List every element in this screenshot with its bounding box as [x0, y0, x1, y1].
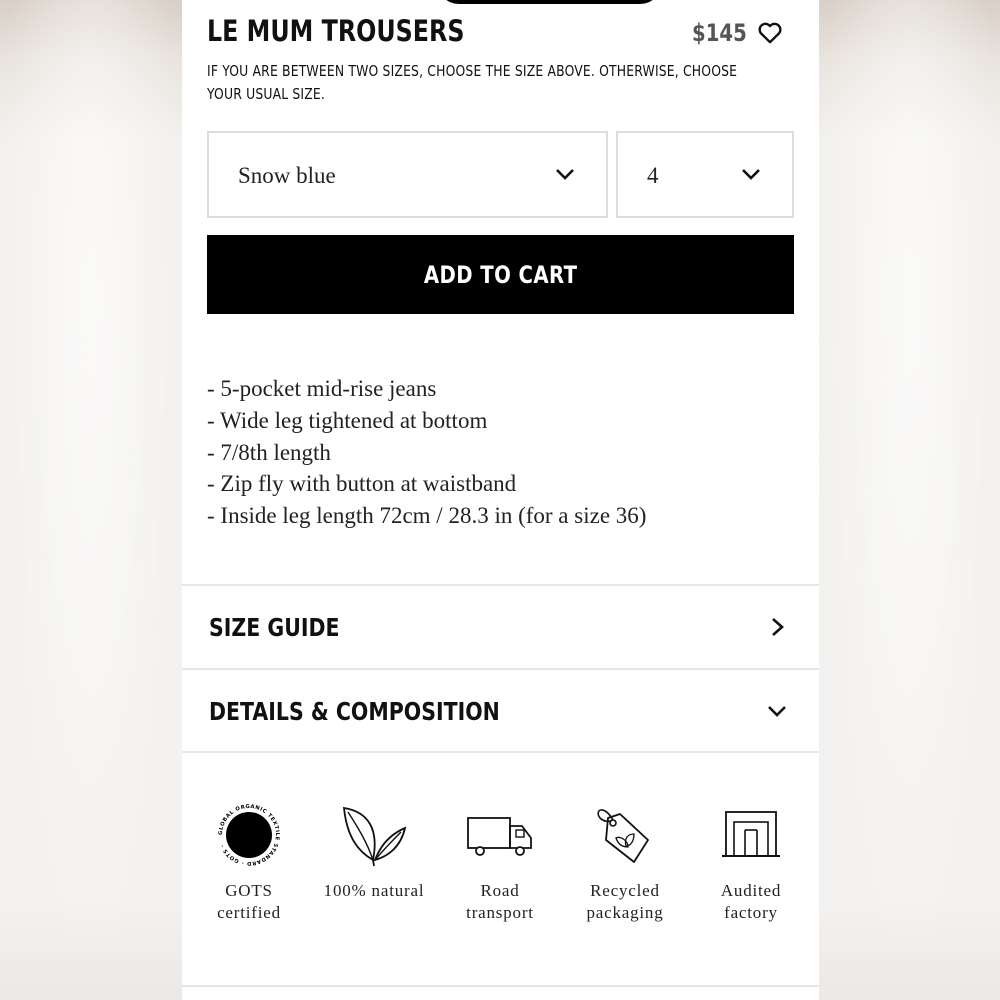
details-composition-label: DETAILS & COMPOSITION [209, 697, 500, 726]
badge-natural-caption: 100% natural [323, 881, 425, 900]
add-to-cart-button[interactable] [207, 235, 794, 314]
list-item: - Inside leg length 72cm / 28.3 in (for a size 36) [207, 503, 647, 529]
heart-icon[interactable] [757, 20, 783, 46]
badge-road [440, 800, 560, 924]
list-item: - 7/8th length [207, 439, 331, 465]
product-price: $145 [692, 19, 747, 47]
sizing-note: IF YOU ARE BETWEEN TWO SIZES, CHOOSE THE SIZE ABOVE. OTHERWISE, CHOOSE YOUR USUAL SIZE. [207, 62, 738, 103]
divider [182, 751, 819, 753]
size-guide-label: SIZE GUIDE [209, 613, 340, 642]
size-select-value: 4 [647, 163, 659, 188]
product-title: LE MUM TROUSERS [207, 14, 465, 48]
product-page [182, 0, 819, 1000]
badge-natural [314, 800, 434, 902]
phone-notch [437, 0, 662, 4]
gots-seal-icon [214, 800, 284, 870]
list-item: - Zip fly with button at waistband [207, 471, 517, 497]
chevron-right-icon [767, 617, 787, 637]
details-composition-row[interactable] [182, 670, 819, 752]
size-guide-row[interactable] [182, 586, 819, 668]
background-right [819, 0, 1000, 1000]
list-item: - 5-pocket mid-rise jeans [207, 376, 437, 401]
badge-gots [189, 800, 309, 924]
divider [182, 985, 819, 987]
feature-list [207, 373, 646, 532]
chevron-down-icon [740, 166, 762, 182]
badge-road-caption: Road transport [466, 881, 534, 922]
chevron-down-icon [767, 701, 787, 721]
leaves-icon [339, 800, 409, 870]
factory-icon [716, 800, 786, 870]
list-item: - Wide leg tightened at bottom [207, 407, 488, 433]
background-left [0, 0, 182, 1000]
badge-recycled-caption: Recycled packaging [586, 881, 664, 922]
badge-factory [691, 800, 811, 924]
color-select[interactable] [207, 131, 608, 218]
size-select[interactable] [616, 131, 794, 218]
chevron-down-icon [554, 166, 576, 182]
add-to-cart-label: ADD TO CART [423, 260, 578, 289]
badge-factory-caption: Audited factory [720, 881, 782, 922]
badge-recycled [565, 800, 685, 924]
truck-icon [465, 800, 535, 870]
color-select-value: Snow blue [238, 163, 336, 188]
gots-seal-text: GLOBAL ORGANIC TEXTILE STANDARD · GOTS · [217, 803, 281, 867]
tag-icon [590, 800, 660, 870]
badge-gots-caption: GOTS certified [217, 881, 281, 922]
